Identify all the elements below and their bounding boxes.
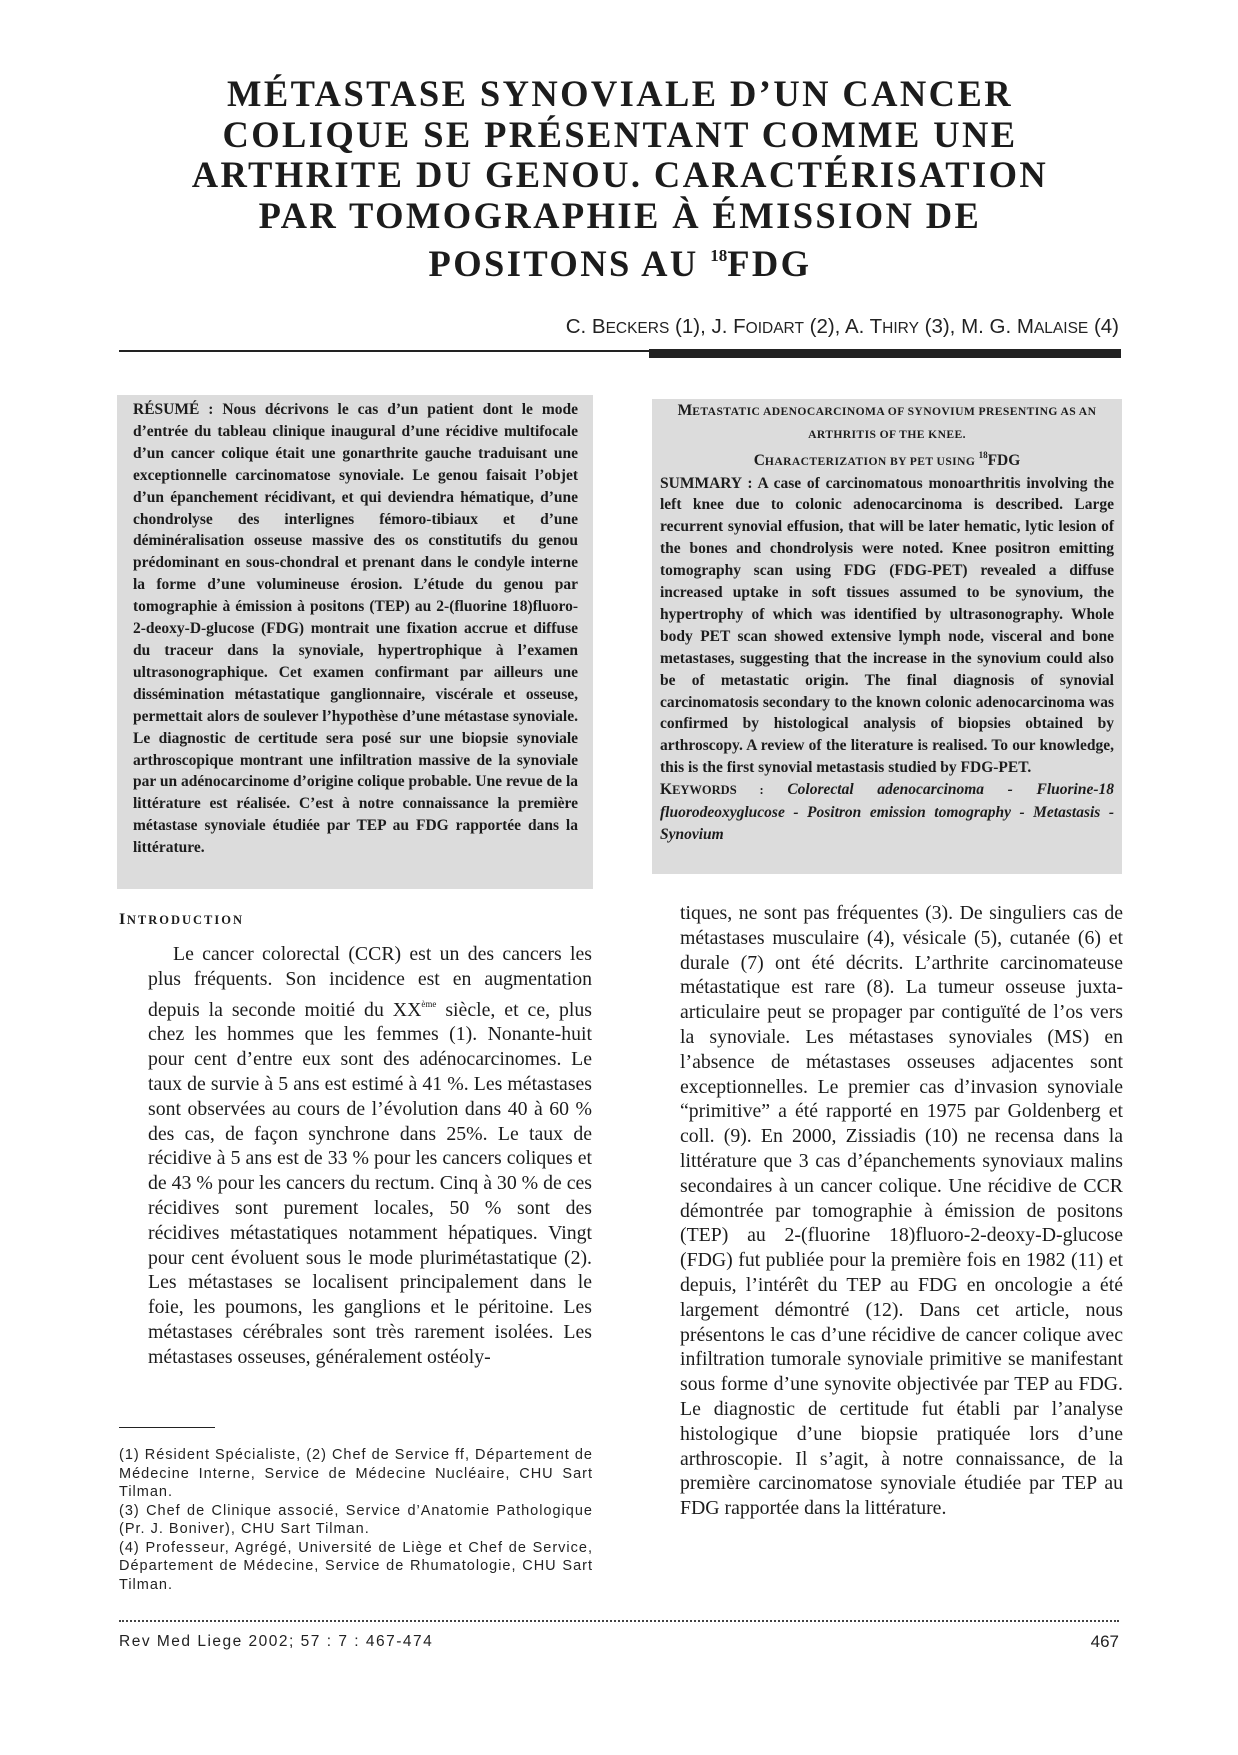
page-number: 467 [1090, 1632, 1119, 1651]
title-line-5-suffix: FDG [727, 243, 812, 284]
author-initial: C. B [565, 315, 606, 338]
summary-subtitle-text: HARACTERIZATION BY PET USING [764, 455, 979, 468]
title-line-1: MÉTASTASE SYNOVIALE D’UN CANCER [227, 73, 1013, 114]
resume-abstract [117, 395, 593, 889]
footnote: (4) Professeur, Agrégé, Université de Liège et Chef de Service, Département de Médecine, Service de Rhumatologie, CHU Sart Tilman. [119, 1539, 593, 1593]
author [711, 315, 844, 338]
author-initial: A. T [844, 315, 883, 338]
introduction-heading [119, 911, 244, 929]
title-line-3: ARTHRITE DU GENOU. CARACTÉRISATION [191, 154, 1049, 195]
resume-text: Nous décrivons le cas d’un patient dont le mode d’entrée du tableau clinique inaugural d’une récidive multifocale d’un cancer colique était une gonarthrite gauche traduisant une exceptionnelle carcinomatose synoviale. Le genou faisait l’objet d’un épanchement récidivant, et qui deviendra hématique, d’une chondrolyse des interlignes fémoro-tibiaux et d’une déminéralisation osseuse massive des os constitutifs du genou prédominant en sous-chondral et prenant dans le condyle interne la forme d’une volumineuse érosion. L’étude du genou par tomographie à émission à positons (TEP) au 2-(fluorine 18)fluoro-2-deoxy-D-glucose (FDG) montrait une fixation accrue et diffuse du traceur dans la synoviale, hypertrophique à l’examen ultrasonographique. Cet examen confirmant par ailleurs une dissémination métastatique ganglionnaire, viscérale et osseuse, permettait alors de soulever l’hypothèse d’une métastase synoviale. Le diagnostic de certitude sera posé sur une biopsie synoviale arthroscopique montrant une infiltration massive de la synoviale par un adénocarcinome d’origine colique probable. Une revue de la littérature est réalisée. C’est à notre connaissance la première métastase synoviale étudiée par TEP au FDG rapportée dans la littérature. [133, 401, 579, 857]
keywords-initial: K [660, 781, 673, 799]
title-superscript: 18 [710, 246, 728, 265]
summary-body [660, 473, 1114, 780]
author [566, 315, 712, 338]
footnote: (3) Chef de Clinique associé, Service d’Anatomie Pathologique (Pr. J. Boniver), CHU Sart Tilman. [119, 1502, 593, 1537]
keywords [660, 779, 1114, 846]
summary-abstract [652, 399, 1122, 874]
resume-label: RÉSUMÉ : [133, 401, 214, 418]
summary-title-line-2 [660, 445, 1114, 473]
century-superscript: ème [421, 998, 437, 1009]
author-affiliation: (3), [918, 315, 962, 338]
title-line-2: COLIQUE SE PRÉSENTANT COMME UNE [222, 113, 1018, 155]
intro-paragraph-part-1: Le cancer colorectal (CCR) est un des cancers les plus fréquents. Son incidence est en augmentation depuis la seconde moitié du XX [148, 943, 592, 1021]
author-affiliation: (4) [1088, 315, 1119, 338]
summary-subtitle-initial: C [753, 452, 765, 469]
author [961, 315, 1119, 338]
author-name: ALAISE [1033, 320, 1089, 337]
summary-title-initial: M [677, 402, 693, 419]
author-affiliation: (2), [803, 315, 845, 338]
keywords-text: Colorectal adenocarcinoma - Fluorine-18 fluorodeoxyglucose - Positron emission tomography - Metastasis - Synovium [660, 781, 1114, 843]
heading-initial: I [119, 911, 127, 928]
header-rule-thin [119, 350, 649, 352]
keywords-label: EYWORDS : [672, 783, 764, 798]
author-affiliation: (1), [669, 315, 712, 338]
journal-citation: Rev Med Liege 2002; 57 : 7 : 467-474 [119, 1633, 434, 1650]
author-name: ECKERS [605, 320, 670, 337]
footnotes [119, 1446, 593, 1594]
author-initial: J. F [711, 315, 746, 338]
body-column-right: tiques, ne sont pas fréquentes (3). De singuliers cas de métastases musculaire (4), vésicale (5), cutanée (6) et durale (7) ont été décrits. L’arthrite carcinomateuse métastatique est rare (8). La tumeur osseuse juxta-articulaire peut se propager par contiguïté de l’os vers la synoviale. Les métastases synoviales (MS) en l’absence de métastases osseuses adjacentes sont exceptionnelles. Le premier cas d’invasion synoviale “primitive” a été rapporté en 1975 par Goldenberg et coll. (9). En 2000, Zissiadis (10) ne recensa dans la littérature que 3 cas d’épanchements synoviaux malins secondaires à un cancer colique. Une récidive de CCR démontrée par tomographie à émission de positons (TEP) au 2-(fluorine 18)fluoro-2-deoxy-D-glucose (FDG) fut publiée pour la première fois en 1982 (11) et depuis, l’intérêt du TEP au FDG en oncologie a été largement démontré (12). Dans cet article, nous présentons le cas d’une récidive de cancer colique avec infiltration tumorale synoviale primitive se manifestant sous forme d’une synovite objectivée par TEP au FDG. Le diagnostic de certitude fut établi par l’analyse histologique d’une biopsie pratiquée lors d’une arthroscopie. Il s’agit, à notre connaissance, de la première carcinomatose synoviale étudiée par TEP au FDG rapportée dans la littérature. [680, 902, 1123, 1520]
summary-title-text: ETASTATIC ADENOCARCINOMA OF SYNOVIUM PRESENTING AS AN ARTHRITIS OF THE KNEE. [692, 405, 1097, 441]
footnote: (1) Résident Spécialiste, (2) Chef de Service ff, Département de Médecine Interne, Service de Médecine Nucléaire, CHU Sart Tilman. [119, 1447, 593, 1500]
author-initial: M. G. M [961, 315, 1034, 338]
author-name: OIDART [745, 320, 804, 337]
intro-paragraph-part-2: siècle, et ce, plus chez les hommes que les femmes (1). Nonante-huit pour cent d’entre eux sont des adénocarcinomes. Le taux de survie à 5 ans est estimé à 41 %. Les métastases sont observées au cours de l’évolution dans 40 à 60 % des cas, de façon synchrone dans 25%. Le taux de récidive à 5 ans est de 33 % pour les cancers coliques et de 43 % pour les cancers du rectum. Cinq à 30 % de ces récidives sont purement locales, 50 % sont des récidives métastatiques notamment hépatiques. Vingt pour cent évoluent sous le mode plurimétastatique (2). Les métastases se localisent principalement dans le foie, les poumons, les ganglions et le péritoine. Les métastases cérébrales sont très rarement isolées. Les métastases osseuses, généralement ostéoly- [148, 998, 592, 1368]
summary-superscript: 18 [978, 450, 988, 460]
footer-dotted-rule [119, 1620, 1119, 1622]
title-line-5 [150, 236, 1090, 285]
summary-label: SUMMARY : [660, 474, 753, 492]
author [845, 315, 961, 338]
title-line-5-prefix: POSITONS AU [428, 243, 711, 284]
author-name: HIRY [882, 320, 919, 337]
article-title [150, 74, 1090, 285]
heading-text: NTRODUCTION [126, 913, 244, 927]
header-rule-thick [649, 349, 1121, 358]
author-list [566, 315, 1119, 339]
summary-text: A case of carcinomatous monoarthritis involving the left knee due to colonic adenocarcinoma is described. Large recurrent synovial effusion, that will be later hematic, lytic lesion of the bones and chondrolysis were noted. Knee positron emitting tomography scan using FDG (FDG-PET) revealed a diffuse increased uptake in soft tissues assumed to be synovium, the hypertrophy of which was identified by ultrasonography. Whole body PET scan showed extensive lymph node, visceral and bone metastases, suggesting that the increase in the synovium could also be of metastatic origin. The final diagnosis of synovial carcinomatosis secondary to the known colonic adenocarcinoma was confirmed by histological analysis of biopsies obtained by arthroscopy. A review of the literature is realised. To our knowledge, this is the first synovial metastasis studied by FDG-PET. [660, 474, 1114, 777]
footnote-separator [119, 1427, 215, 1428]
body-column-left [148, 942, 592, 1370]
summary-title-line-1 [660, 400, 1114, 445]
summary-subtitle-end: FDG [987, 452, 1021, 469]
title-line-4: PAR TOMOGRAPHIE À ÉMISSION DE [258, 194, 982, 236]
